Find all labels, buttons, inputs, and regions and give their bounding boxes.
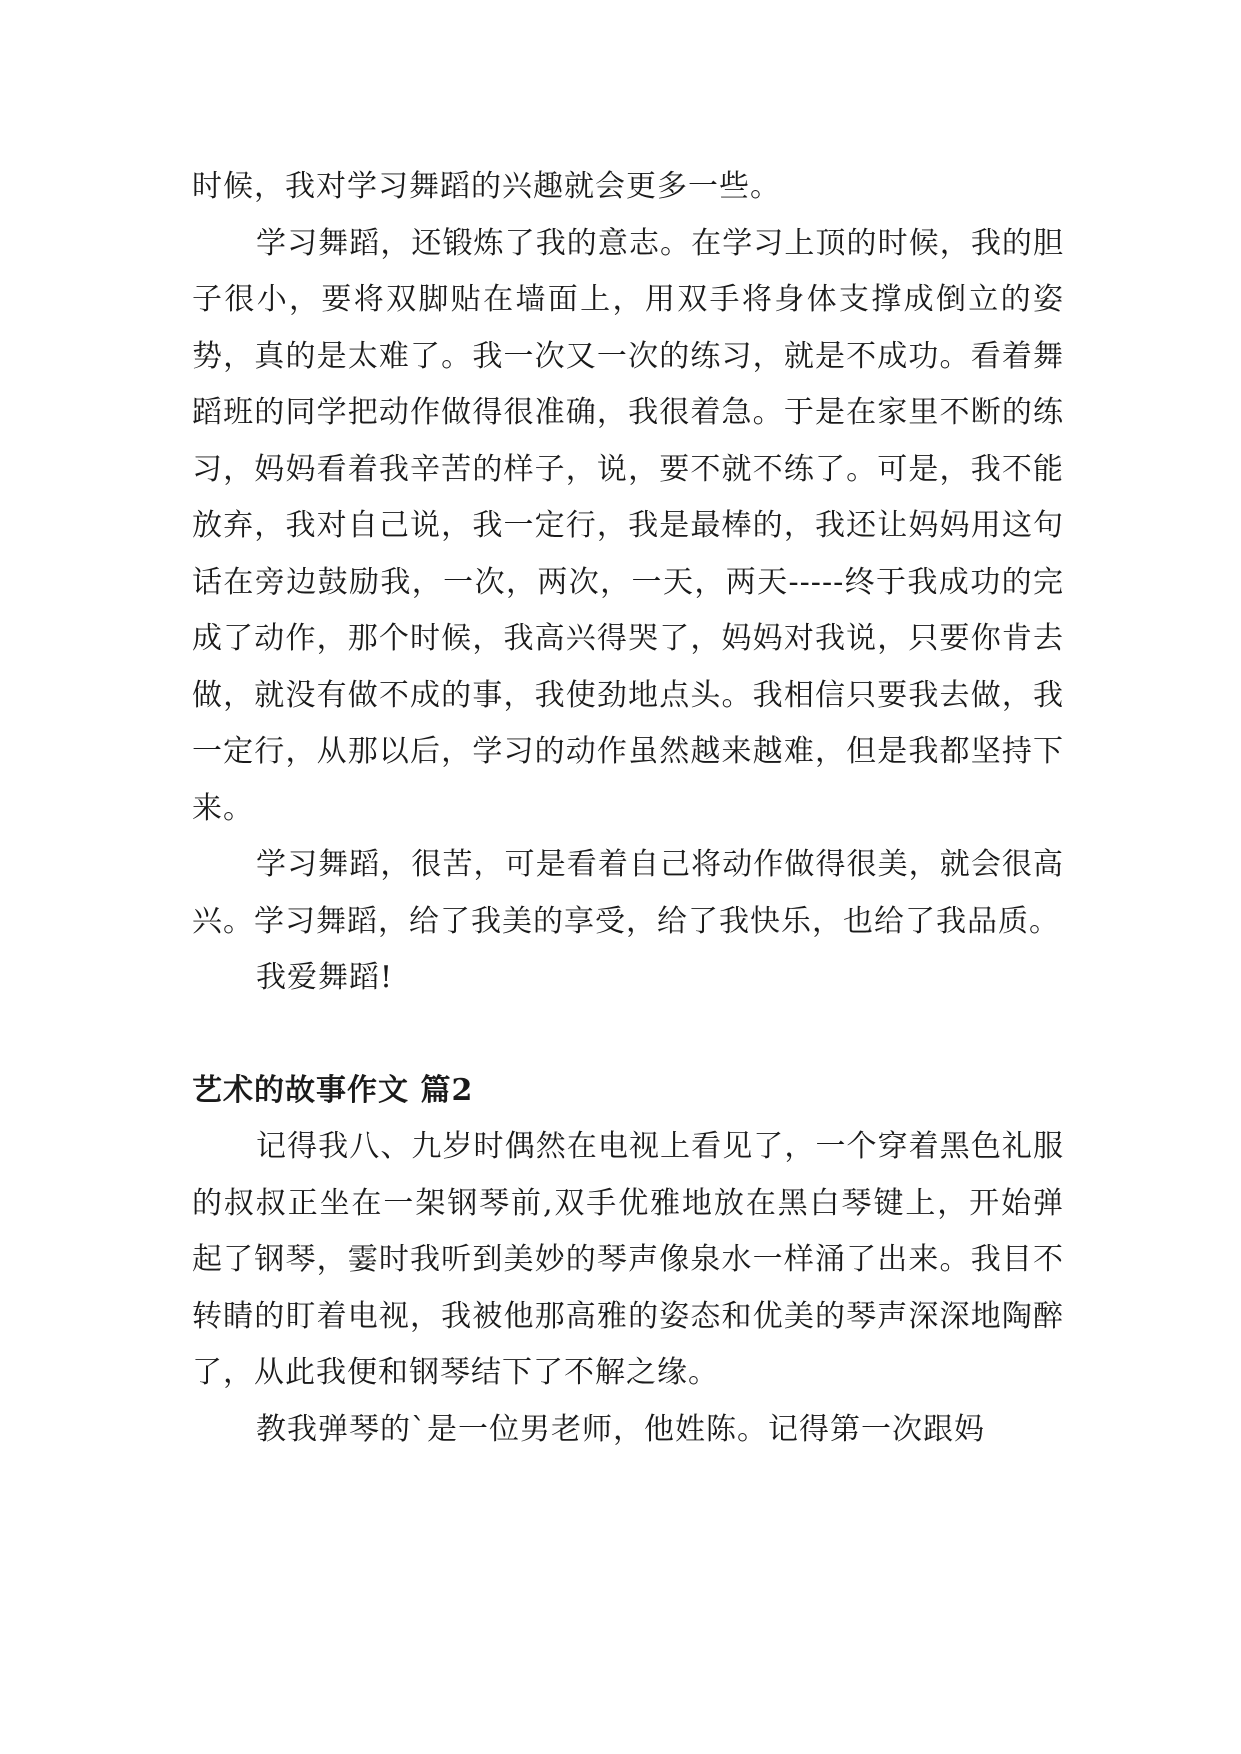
paragraph-continuation: 时候，我对学习舞蹈的兴趣就会更多一些。 [192, 169, 781, 204]
paragraph-piano-memory: 记得我八、九岁时偶然在电视上看见了，一个穿着黑色礼服的叔叔正坐在一架钢琴前,双手优雅地放在黑白琴键上，开始弹起了钢琴，霎时我听到美妙的琴声像泉水一样涌了出来。我目不转睛的盯着电视，我被他那高雅的姿态和优美的琴声深深地陶醉了，从此我便和钢琴结下了不解之缘。 [192, 1129, 1064, 1390]
paragraph-piano-teacher: 教我弹琴的`是一位男老师，他姓陈。记得第一次跟妈 [256, 1411, 985, 1447]
document-body [192, 159, 1064, 1458]
section-heading: 艺术的故事作文 篇2 [192, 1072, 474, 1108]
paragraph-love-dance: 我爱舞蹈! [256, 960, 394, 995]
paragraph-willpower: 学习舞蹈，还锻炼了我的意志。在学习上顶的时候，我的胆子很小，要将双脚贴在墙面上，用双手将身体支撑成倒立的姿势，真的是太难了。我一次又一次的练习，就是不成功。看着舞蹈班的同学把动作做得很准确，我很着急。于是在家里不断的练习，妈妈看着我辛苦的样子，说，要不就不练了。可是，我不能放弃，我对自己说，我一定行，我是最棒的，我还让妈妈用这句话在旁边鼓励我，一次，两次，一天，两天-----终于我成功的完成了动作，那个时候，我高兴得哭了，妈妈对我说，只要你肯去做，就没有做不成的事，我使劲地点头。我相信只要我去做，我一定行，从那以后，学习的动作虽然越来越难，但是我都坚持下来。 [192, 225, 1064, 826]
paragraph-dance-benefits: 学习舞蹈，很苦，可是看着自己将动作做得很美，就会很高兴。学习舞蹈，给了我美的享受，给了我快乐，也给了我品质。 [192, 847, 1064, 939]
